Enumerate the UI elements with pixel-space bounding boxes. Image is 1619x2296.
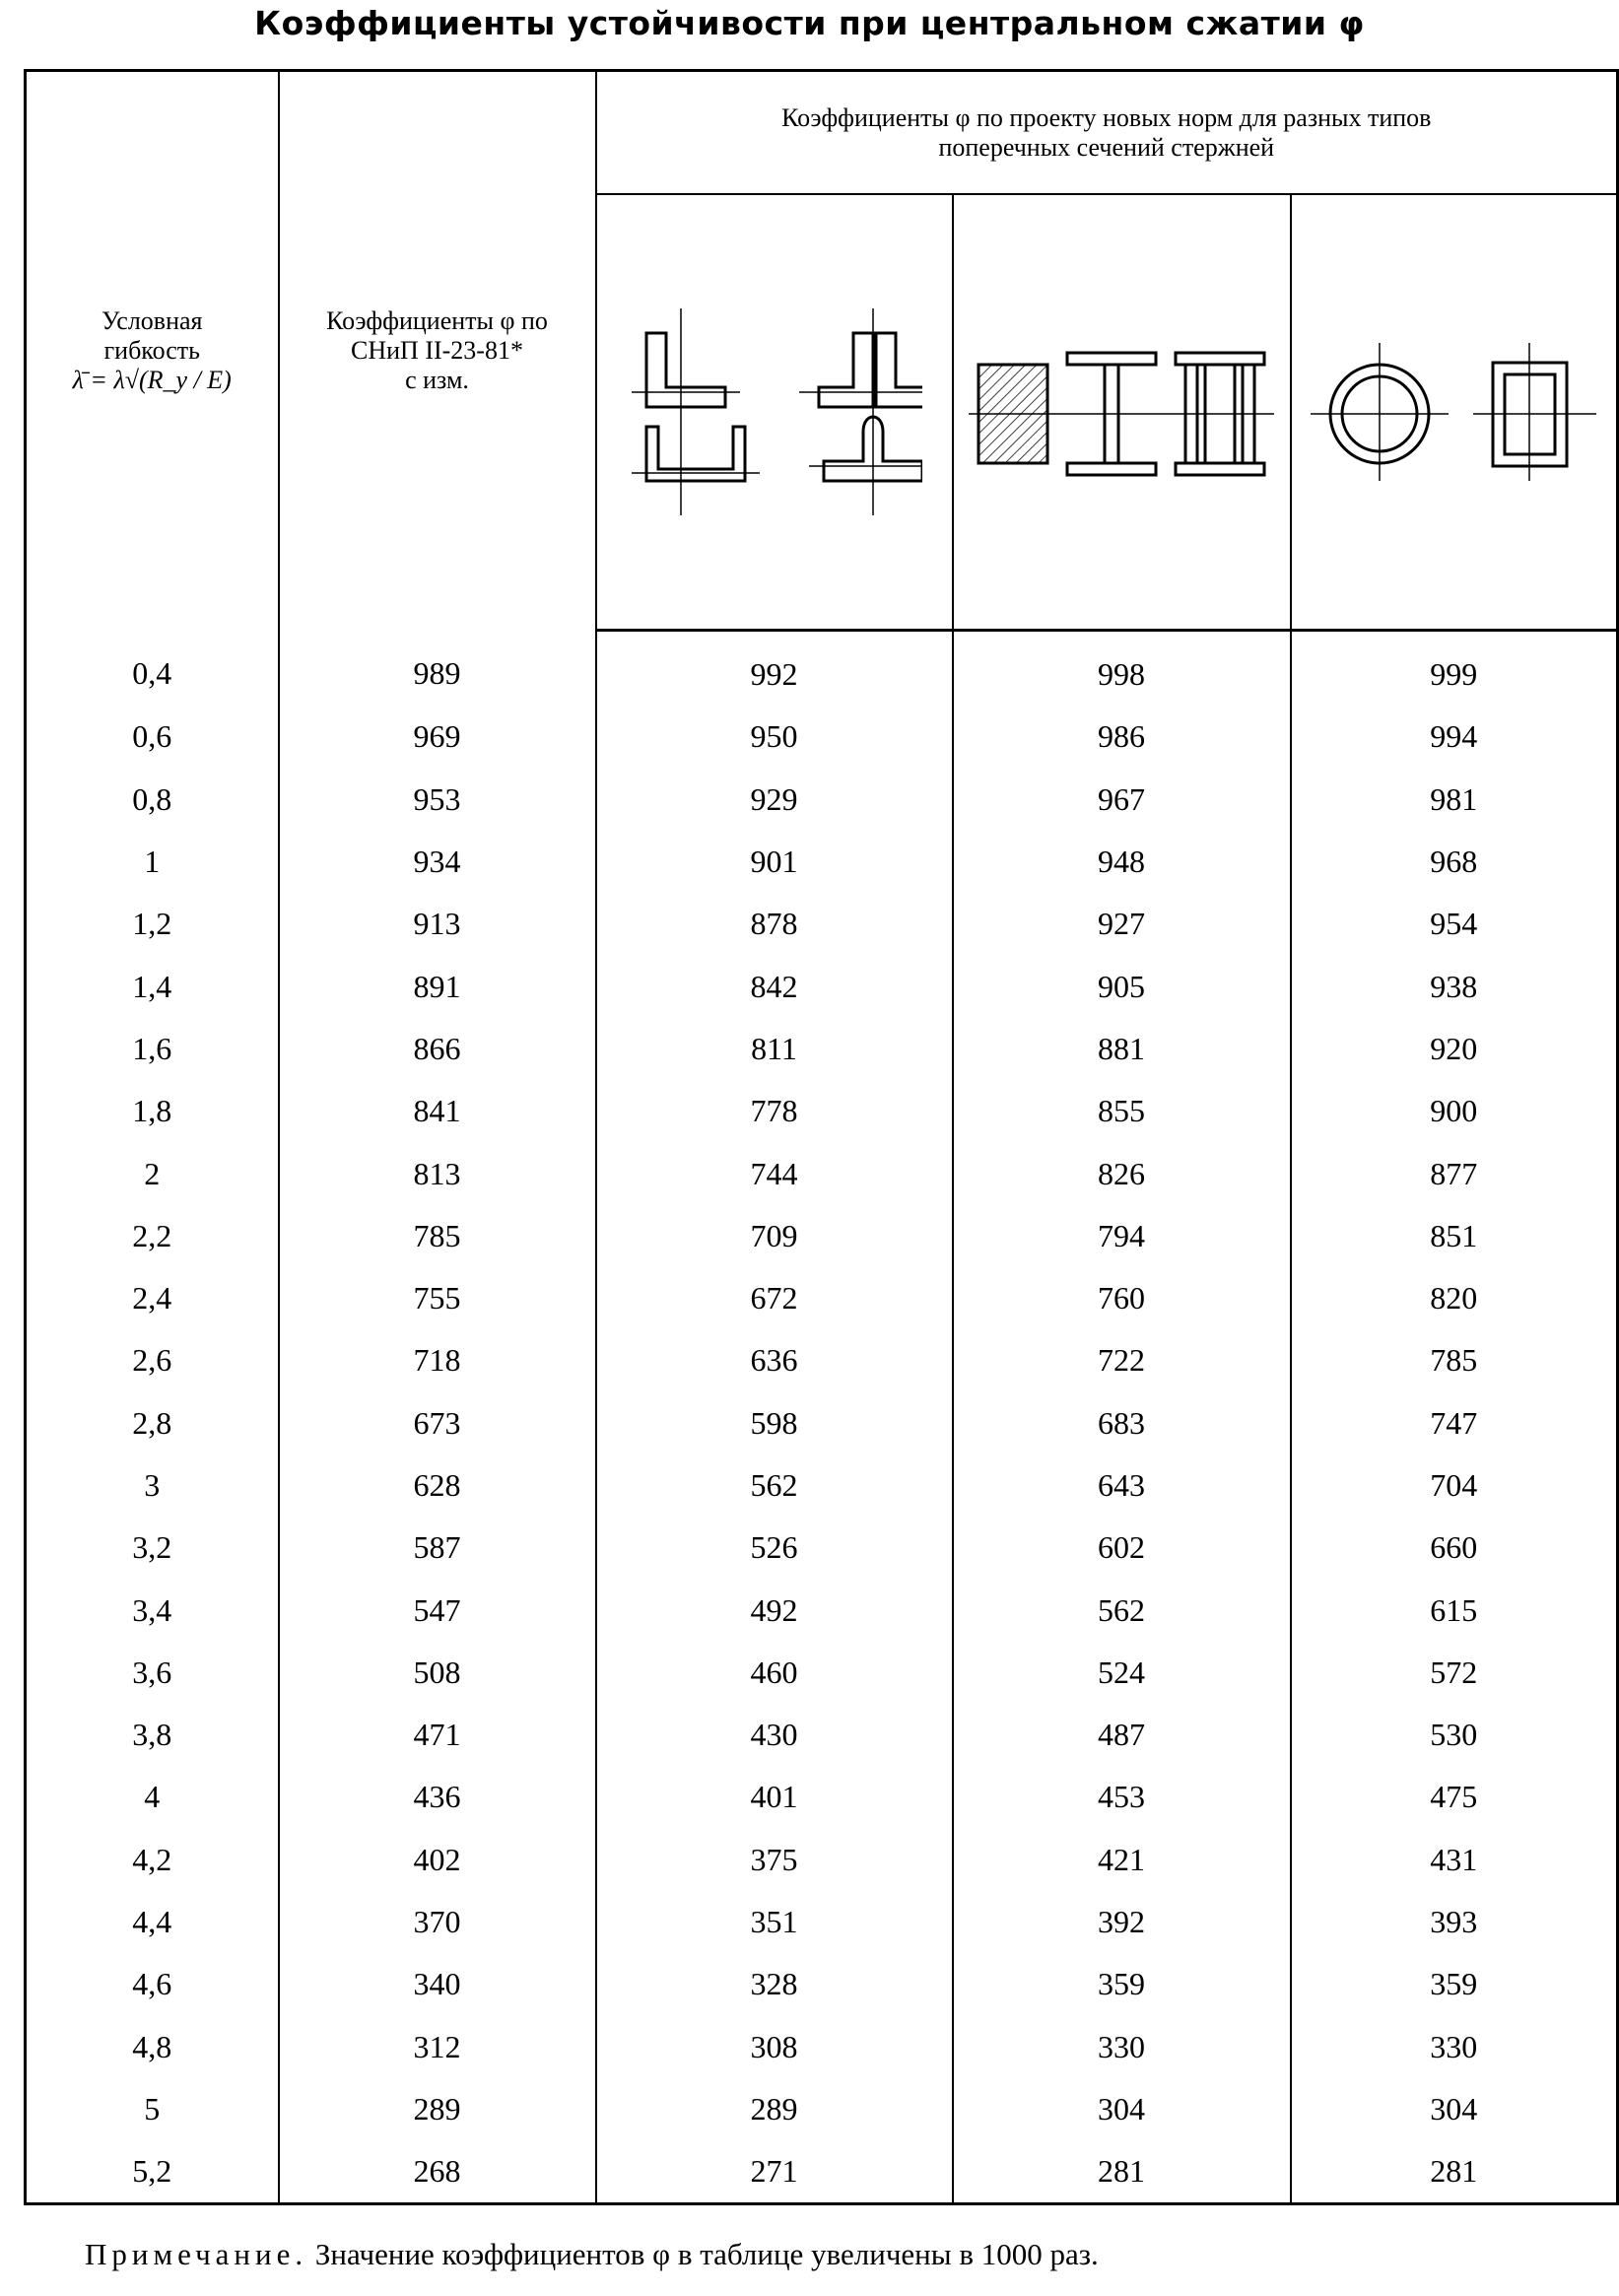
slenderness-value: 0,8 [26,769,279,831]
slenderness-value: 1,4 [26,955,279,1017]
slenderness-value: 3,8 [26,1704,279,1766]
slenderness-value: 3,2 [26,1517,279,1579]
type-b-coefficient: 304 [953,2078,1291,2140]
type-b-coefficient: 359 [953,1953,1291,2015]
type-a-coefficient: 375 [596,1829,953,1891]
type-c-coefficient: 660 [1430,1529,1478,1566]
slenderness-value: 4,8 [26,2016,279,2078]
type-b-coefficient: 602 [953,1517,1291,1579]
slenderness-value: 2,8 [26,1392,279,1454]
snip-coefficient: 866 [279,1018,596,1080]
type-c-coefficient: 330 [1430,2028,1478,2064]
type-a-coefficient: 492 [596,1579,953,1641]
snip-coefficient: 785 [279,1205,596,1267]
snip-coefficient: 547 [279,1579,596,1641]
type-a-coefficient: 271 [596,2140,953,2204]
slenderness-value: 3,6 [26,1642,279,1704]
snip-coefficient: 289 [279,2078,596,2140]
snip-coefficient: 628 [279,1454,596,1517]
type-a-coefficient: 460 [596,1642,953,1704]
snip-coefficient: 969 [279,706,596,768]
type-c-coefficient: 572 [1430,1654,1478,1690]
table-row [26,1454,1618,1517]
header-snip-line1: Коэффициенты φ по [326,306,548,336]
table-row [26,631,1618,707]
header-snip [279,71,596,631]
table-row [26,1642,1618,1704]
table-row [26,1205,1618,1267]
snip-coefficient: 508 [279,1642,596,1704]
type-b-coefficient: 794 [953,1205,1291,1267]
type-c-coefficient: 994 [1430,718,1478,755]
header-slenderness [26,71,279,631]
snip-coefficient: 813 [279,1142,596,1204]
type-c-coefficient: 968 [1430,844,1478,880]
slenderness-value: 2,6 [26,1329,279,1391]
table-row [26,1517,1618,1579]
header-group-new-norms [596,71,1618,195]
type-c-coefficient: 615 [1430,1591,1478,1628]
snip-coefficient: 587 [279,1517,596,1579]
snip-coefficient: 913 [279,893,596,955]
type-b-coefficient: 330 [953,2016,1291,2078]
header-snip-line2: СНиП II-23-81* [351,336,523,366]
type-b-coefficient: 453 [953,1766,1291,1828]
snip-coefficient: 989 [279,631,596,707]
table-row [26,769,1618,831]
slenderness-value: 1,6 [26,1018,279,1080]
type-b-coefficient: 826 [953,1142,1291,1204]
type-c-coefficient: 877 [1430,1155,1478,1191]
slenderness-value: 1 [26,831,279,893]
table-row [26,1704,1618,1766]
type-a-coefficient: 308 [596,2016,953,2078]
type-b-coefficient: 998 [953,631,1291,707]
type-b-coefficient: 855 [953,1080,1291,1142]
snip-coefficient: 436 [279,1766,596,1828]
type-a-coefficient: 328 [596,1953,953,2015]
slenderness-value: 2,2 [26,1205,279,1267]
type-c-coefficient: 704 [1430,1467,1478,1503]
table-title: Коэффициенты устойчивости при центральном сжатии φ [254,4,1365,42]
type-c-coefficient: 920 [1430,1030,1478,1066]
table-row [26,893,1618,955]
type-a-coefficient: 878 [596,893,953,955]
snip-coefficient: 402 [279,1829,596,1891]
slenderness-value: 0,4 [26,631,279,707]
type-c-coefficient: 475 [1430,1779,1478,1815]
type-b-coefficient: 881 [953,1018,1291,1080]
slenderness-value: 1,8 [26,1080,279,1142]
table-row [26,1080,1618,1142]
stability-coefficients-table [24,69,1619,2205]
slenderness-value: 4,4 [26,1891,279,1953]
type-c-coefficient: 359 [1430,1966,1478,2002]
header-slenderness-line1: Условная [101,306,203,336]
type-b-coefficient: 986 [953,706,1291,768]
snip-coefficient: 312 [279,2016,596,2078]
header-slenderness-line2: гибкость [103,336,201,366]
snip-coefficient: 953 [279,769,596,831]
type-c-coefficient: 393 [1430,1904,1478,1940]
type-c-coefficient: 747 [1430,1404,1478,1441]
type-c-coefficient: 851 [1430,1217,1478,1253]
type-b-coefficient: 643 [953,1454,1291,1517]
type-b-coefficient: 927 [953,893,1291,955]
table-row [26,706,1618,768]
type-b-coefficient: 562 [953,1579,1291,1641]
angle-channel-sections-icon [597,304,952,520]
type-c-coefficient: 785 [1430,1342,1478,1379]
header-snip-line3: с изм. [405,366,469,395]
table-row [26,1953,1618,2015]
table-row [26,1891,1618,1953]
table-row [26,1018,1618,1080]
type-b-coefficient: 683 [953,1392,1291,1454]
type-a-coefficient: 778 [596,1080,953,1142]
slenderness-value: 4,2 [26,1829,279,1891]
type-a-coefficient: 351 [596,1891,953,1953]
type-c-coefficient: 281 [1430,2153,1478,2190]
type-b-coefficient: 722 [953,1329,1291,1391]
solid-ibeam-builtup-sections-icon [954,343,1290,481]
snip-coefficient: 718 [279,1329,596,1391]
snip-coefficient: 841 [279,1080,596,1142]
snip-coefficient: 370 [279,1891,596,1953]
header-section-type-a [596,194,953,631]
table-body [26,631,1618,2204]
table-row [26,1579,1618,1641]
type-a-coefficient: 992 [596,631,953,707]
snip-coefficient: 755 [279,1267,596,1329]
slenderness-value: 3,4 [26,1579,279,1641]
type-b-coefficient: 905 [953,955,1291,1017]
snip-coefficient: 673 [279,1392,596,1454]
snip-coefficient: 340 [279,1953,596,2015]
table-row [26,2016,1618,2078]
header-group-line2: поперечных сечений стержней [938,132,1275,162]
type-c-coefficient: 954 [1430,906,1478,942]
type-a-coefficient: 430 [596,1704,953,1766]
type-c-coefficient: 431 [1430,1841,1478,1877]
table-row [26,2140,1618,2204]
table-row [26,1829,1618,1891]
type-a-coefficient: 709 [596,1205,953,1267]
header-section-type-c [1291,194,1618,631]
table-row [26,1142,1618,1204]
slenderness-value: 0,6 [26,706,279,768]
type-b-coefficient: 392 [953,1891,1291,1953]
type-c-coefficient: 981 [1430,780,1478,817]
table-row [26,955,1618,1017]
type-a-coefficient: 401 [596,1766,953,1828]
slenderness-value: 5 [26,2078,279,2140]
type-b-coefficient: 487 [953,1704,1291,1766]
footnote-label: Примечание. [85,2237,308,2271]
type-a-coefficient: 929 [596,769,953,831]
type-c-coefficient: 900 [1430,1093,1478,1129]
table-row [26,2078,1618,2140]
type-a-coefficient: 950 [596,706,953,768]
type-b-coefficient: 524 [953,1642,1291,1704]
type-b-coefficient: 760 [953,1267,1291,1329]
header-section-type-b [953,194,1291,631]
type-a-coefficient: 672 [596,1267,953,1329]
slenderness-value: 2,4 [26,1267,279,1329]
table-row [26,831,1618,893]
slenderness-value: 5,2 [26,2140,279,2204]
type-b-coefficient: 948 [953,831,1291,893]
type-a-coefficient: 901 [596,831,953,893]
header-slenderness-formula: λ̄ = λ√(R_y / E) [72,366,232,395]
type-c-coefficient: 530 [1430,1717,1478,1753]
type-a-coefficient: 842 [596,955,953,1017]
header-group-line1: Коэффициенты φ по проекту новых норм для разных типов [781,102,1432,132]
type-a-coefficient: 598 [596,1392,953,1454]
table-row [26,1766,1618,1828]
slenderness-value: 1,2 [26,893,279,955]
type-b-coefficient: 281 [953,2140,1291,2204]
type-a-coefficient: 526 [596,1517,953,1579]
table-row [26,1267,1618,1329]
snip-coefficient: 471 [279,1704,596,1766]
table-row [26,1392,1618,1454]
table-row [26,1329,1618,1391]
type-a-coefficient: 636 [596,1329,953,1391]
type-a-coefficient: 811 [596,1018,953,1080]
type-c-coefficient: 999 [1430,656,1478,693]
type-c-coefficient: 938 [1430,968,1478,1004]
slenderness-value: 4 [26,1766,279,1828]
type-a-coefficient: 289 [596,2078,953,2140]
ring-box-sections-icon [1292,343,1617,481]
type-b-coefficient: 967 [953,769,1291,831]
slenderness-value: 3 [26,1454,279,1517]
type-a-coefficient: 562 [596,1454,953,1517]
slenderness-value: 4,6 [26,1953,279,2015]
footnote-text: Значение коэффициентов φ в таблице увеличены в 1000 раз. [314,2237,1099,2271]
snip-coefficient: 934 [279,831,596,893]
footnote [85,2237,1099,2272]
snip-coefficient: 268 [279,2140,596,2204]
type-a-coefficient: 744 [596,1142,953,1204]
type-c-coefficient: 820 [1430,1280,1478,1317]
type-c-coefficient: 304 [1430,2090,1478,2127]
snip-coefficient: 891 [279,955,596,1017]
slenderness-value: 2 [26,1142,279,1204]
type-b-coefficient: 421 [953,1829,1291,1891]
